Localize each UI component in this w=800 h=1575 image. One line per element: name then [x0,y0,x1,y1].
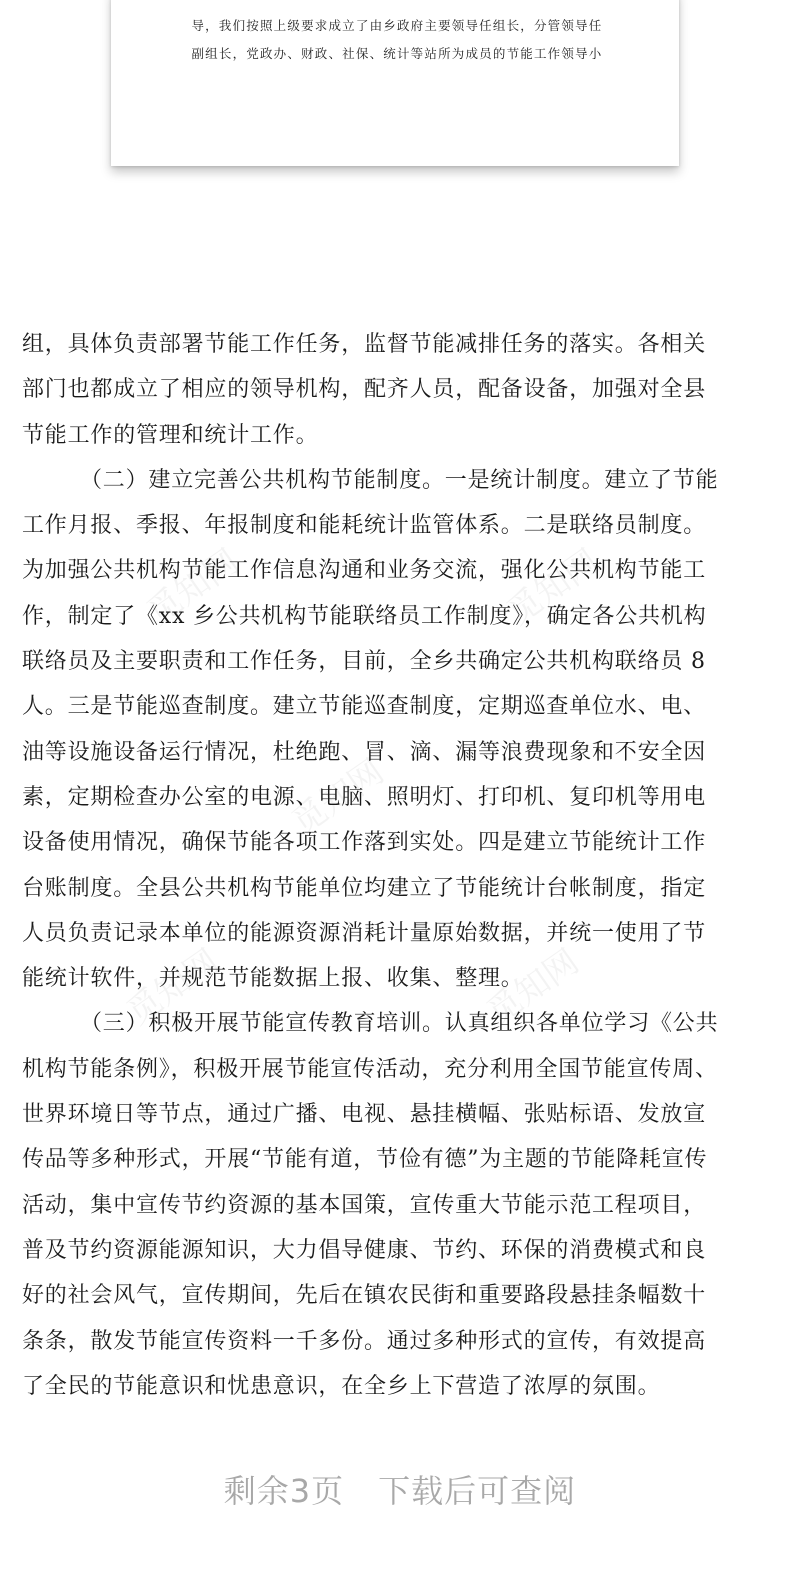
remaining-pages-label: 剩余3页 [223,1472,345,1510]
watermark: 觅知网 [479,941,587,1034]
download-to-view-label[interactable]: 下载后可查阅 [378,1472,577,1510]
body-line: 活动，集中宣传节约资源的基本国策，宣传重大节能示范工程项目， [22,1192,707,1218]
body-line: 素，定期检查办公室的电源、电脑、照明灯、打印机、复印机等用电 [22,784,707,810]
body-line: 油等设施设备运行情况，杜绝跑、冒、滴、漏等浪费现象和不安全因 [22,739,707,765]
preview-line-2: 副组长，党政办、财政、社保、统计等站所为成员的节能工作领导小 [191,46,603,61]
document-body [22,322,782,1409]
body-line: 部门也都成立了相应的领导机构，配齐人员，配备设备，加强对全县 [22,377,707,403]
watermark: 觅知网 [284,751,392,844]
body-line: 好的社会风气，宣传期间，先后在镇农民街和重要路段悬挂条幅数十 [22,1283,707,1309]
body-line: 作，制定了《xx 乡公共机构节能联络员工作制度》，确定各公共机构 [22,603,707,629]
body-line: 设备使用情况，确保节能各项工作落到实处。四是建立节能统计工作 [22,830,707,856]
preview-text [157,12,637,68]
body-line: 传品等多种形式，开展“节能有道，节俭有德”为主题的节能降耗宣传 [22,1147,708,1173]
body-line: 世界环境日等节点，通过广播、电视、悬挂横幅、张贴标语、发放宣 [22,1102,707,1128]
section-heading-line: （三）积极开展节能宣传教育培训。认真组织各单位学习《公共 [80,1011,719,1037]
section-heading-line: （二）建立完善公共机构节能制度。一是统计制度。建立了节能 [80,467,719,493]
download-prompt[interactable] [0,1466,800,1512]
page-preview-card [111,0,679,166]
body-line: 组，具体负责部署节能工作任务，监督节能减排任务的落实。各相关 [22,332,707,357]
body-line: 人。三是节能巡查制度。建立节能巡查制度，定期巡查单位水、电、 [22,694,707,720]
body-line: 能统计软件，并规范节能数据上报、收集、整理。 [22,966,524,992]
body-line: 工作月报、季报、年报制度和能耗统计监管体系。二是联络员制度。 [22,513,707,539]
preview-line-1: 导，我们按照上级要求成立了由乡政府主要领导任组长，分管领导任 [191,18,603,33]
body-line: 了全民的节能意识和忧患意识，在全乡上下营造了浓厚的氛围。 [22,1373,661,1399]
body-line: 联络员及主要职责和工作任务，目前，全乡共确定公共机构联络员 8 [22,649,706,675]
body-line: 人员负责记录本单位的能源资源消耗计量原始数据，并统一使用了节 [22,920,707,946]
body-line: 为加强公共机构节能工作信息沟通和业务交流，强化公共机构节能工 [22,558,707,584]
watermark: 觅知网 [139,541,247,634]
body-line: 节能工作的管理和统计工作。 [22,422,319,448]
body-line: 台账制度。全县公共机构节能单位均建立了节能统计台帐制度，指定 [22,875,707,901]
body-line: 普及节约资源能源知识，大力倡导健康、节约、环保的消费模式和良 [22,1237,707,1263]
body-line: 机构节能条例》，积极开展节能宣传活动，充分利用全国节能宣传周、 [22,1056,718,1082]
watermark: 觅知网 [119,941,227,1034]
body-line: 条条，散发节能宣传资料一千多份。通过多种形式的宣传，有效提高 [22,1328,707,1354]
watermark: 觅知网 [499,541,607,634]
